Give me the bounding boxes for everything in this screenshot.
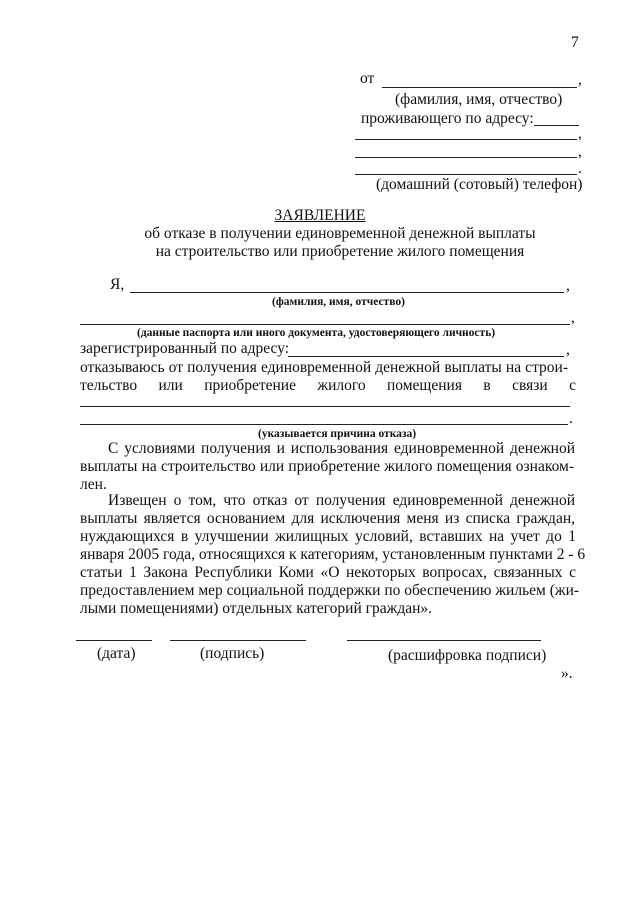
document-subtitle-1: об отказе в получении единовременной денежной выплаты — [144, 225, 536, 242]
period: . — [578, 160, 582, 177]
closing-quote: ». — [561, 665, 573, 682]
conditions-line-2: выплаты на строительство или приобретение жилого помещения ознаком- — [80, 458, 574, 475]
reason-hint: (указывается причина отказа) — [258, 428, 417, 440]
passport-field[interactable] — [80, 324, 570, 325]
notice-line-3: нуждающихся в улучшении жилищных условий, вставших на учет до 1 — [80, 528, 576, 545]
applicant-name-field[interactable] — [130, 292, 564, 293]
comma: , — [578, 125, 582, 142]
decode-hint: (расшифровка подписи) — [388, 647, 547, 664]
header-fio-hint: (фамилия, имя, отчество) — [395, 91, 563, 108]
address-field-2[interactable] — [355, 139, 577, 140]
registered-label: зарегистрированный по адресу: — [80, 340, 290, 357]
notice-line-7: лыми помещениями) отдельных категорий граждан». — [80, 600, 433, 617]
document-title: ЗАЯВЛЕНИЕ — [274, 207, 366, 224]
word: приобретение — [204, 377, 296, 394]
word: связи — [512, 377, 548, 394]
comma: , — [578, 143, 582, 160]
registered-address-field[interactable] — [288, 356, 564, 357]
refuse-line-2 — [80, 377, 576, 395]
comma: , — [566, 277, 570, 294]
conditions-line-1: С условиями получения и использования единовременной денежной — [108, 440, 575, 457]
refuse-line-1: отказываюсь от получения единовременной денежной выплаты на строи- — [80, 359, 568, 376]
notice-line-1: Извещен о том, что отказ от получения единовременной денежной — [108, 492, 575, 509]
signature-hint: (подпись) — [200, 645, 265, 662]
applicant-fio-hint: (фамилия, имя, отчество) — [272, 296, 405, 308]
notice-line-2: выплаты является основанием для исключения меня из списка граждан, — [80, 510, 575, 527]
passport-hint: (данные паспорта или иного документа, удостоверяющего личность) — [137, 327, 496, 339]
comma: , — [566, 341, 570, 358]
word: с — [569, 377, 576, 394]
reason-field-1[interactable] — [80, 406, 570, 407]
word: помещения — [386, 377, 462, 394]
date-hint: (дата) — [97, 645, 136, 662]
word: в — [483, 377, 491, 394]
notice-line-5: статьи 1 Закона Республики Коми «О некоторых вопросах, связанных с — [80, 564, 576, 581]
date-field[interactable] — [76, 640, 152, 641]
phone-field[interactable] — [355, 174, 577, 175]
from-name-field[interactable] — [382, 87, 577, 88]
i-label: Я, — [110, 276, 125, 293]
period: . — [569, 410, 573, 427]
comma: , — [578, 71, 582, 88]
address-label: проживающего по адресу: — [361, 110, 534, 127]
reason-field-2[interactable] — [80, 424, 568, 425]
word: жилого — [317, 377, 366, 394]
word: или — [158, 377, 183, 394]
document-subtitle-2: на строительство или приобретение жилого помещения — [155, 243, 525, 260]
notice-line-4: января 2005 года, относящихся к категориям, установленным пунктами 2 - 6 — [80, 546, 586, 563]
word: тельство — [80, 377, 138, 394]
signature-field[interactable] — [170, 640, 306, 641]
phone-hint: (домашний (сотовый) телефон) — [376, 176, 583, 193]
address-field-3[interactable] — [355, 157, 577, 158]
from-label: от — [360, 70, 375, 87]
address-field-1[interactable] — [534, 125, 579, 126]
conditions-line-3: лен. — [80, 476, 107, 493]
notice-line-6: предоставлением мер социальной поддержки по обеспечению жильем (жи- — [80, 582, 580, 599]
page-number: 7 — [571, 34, 579, 51]
comma: , — [571, 309, 575, 326]
signature-decode-field[interactable] — [347, 640, 541, 641]
